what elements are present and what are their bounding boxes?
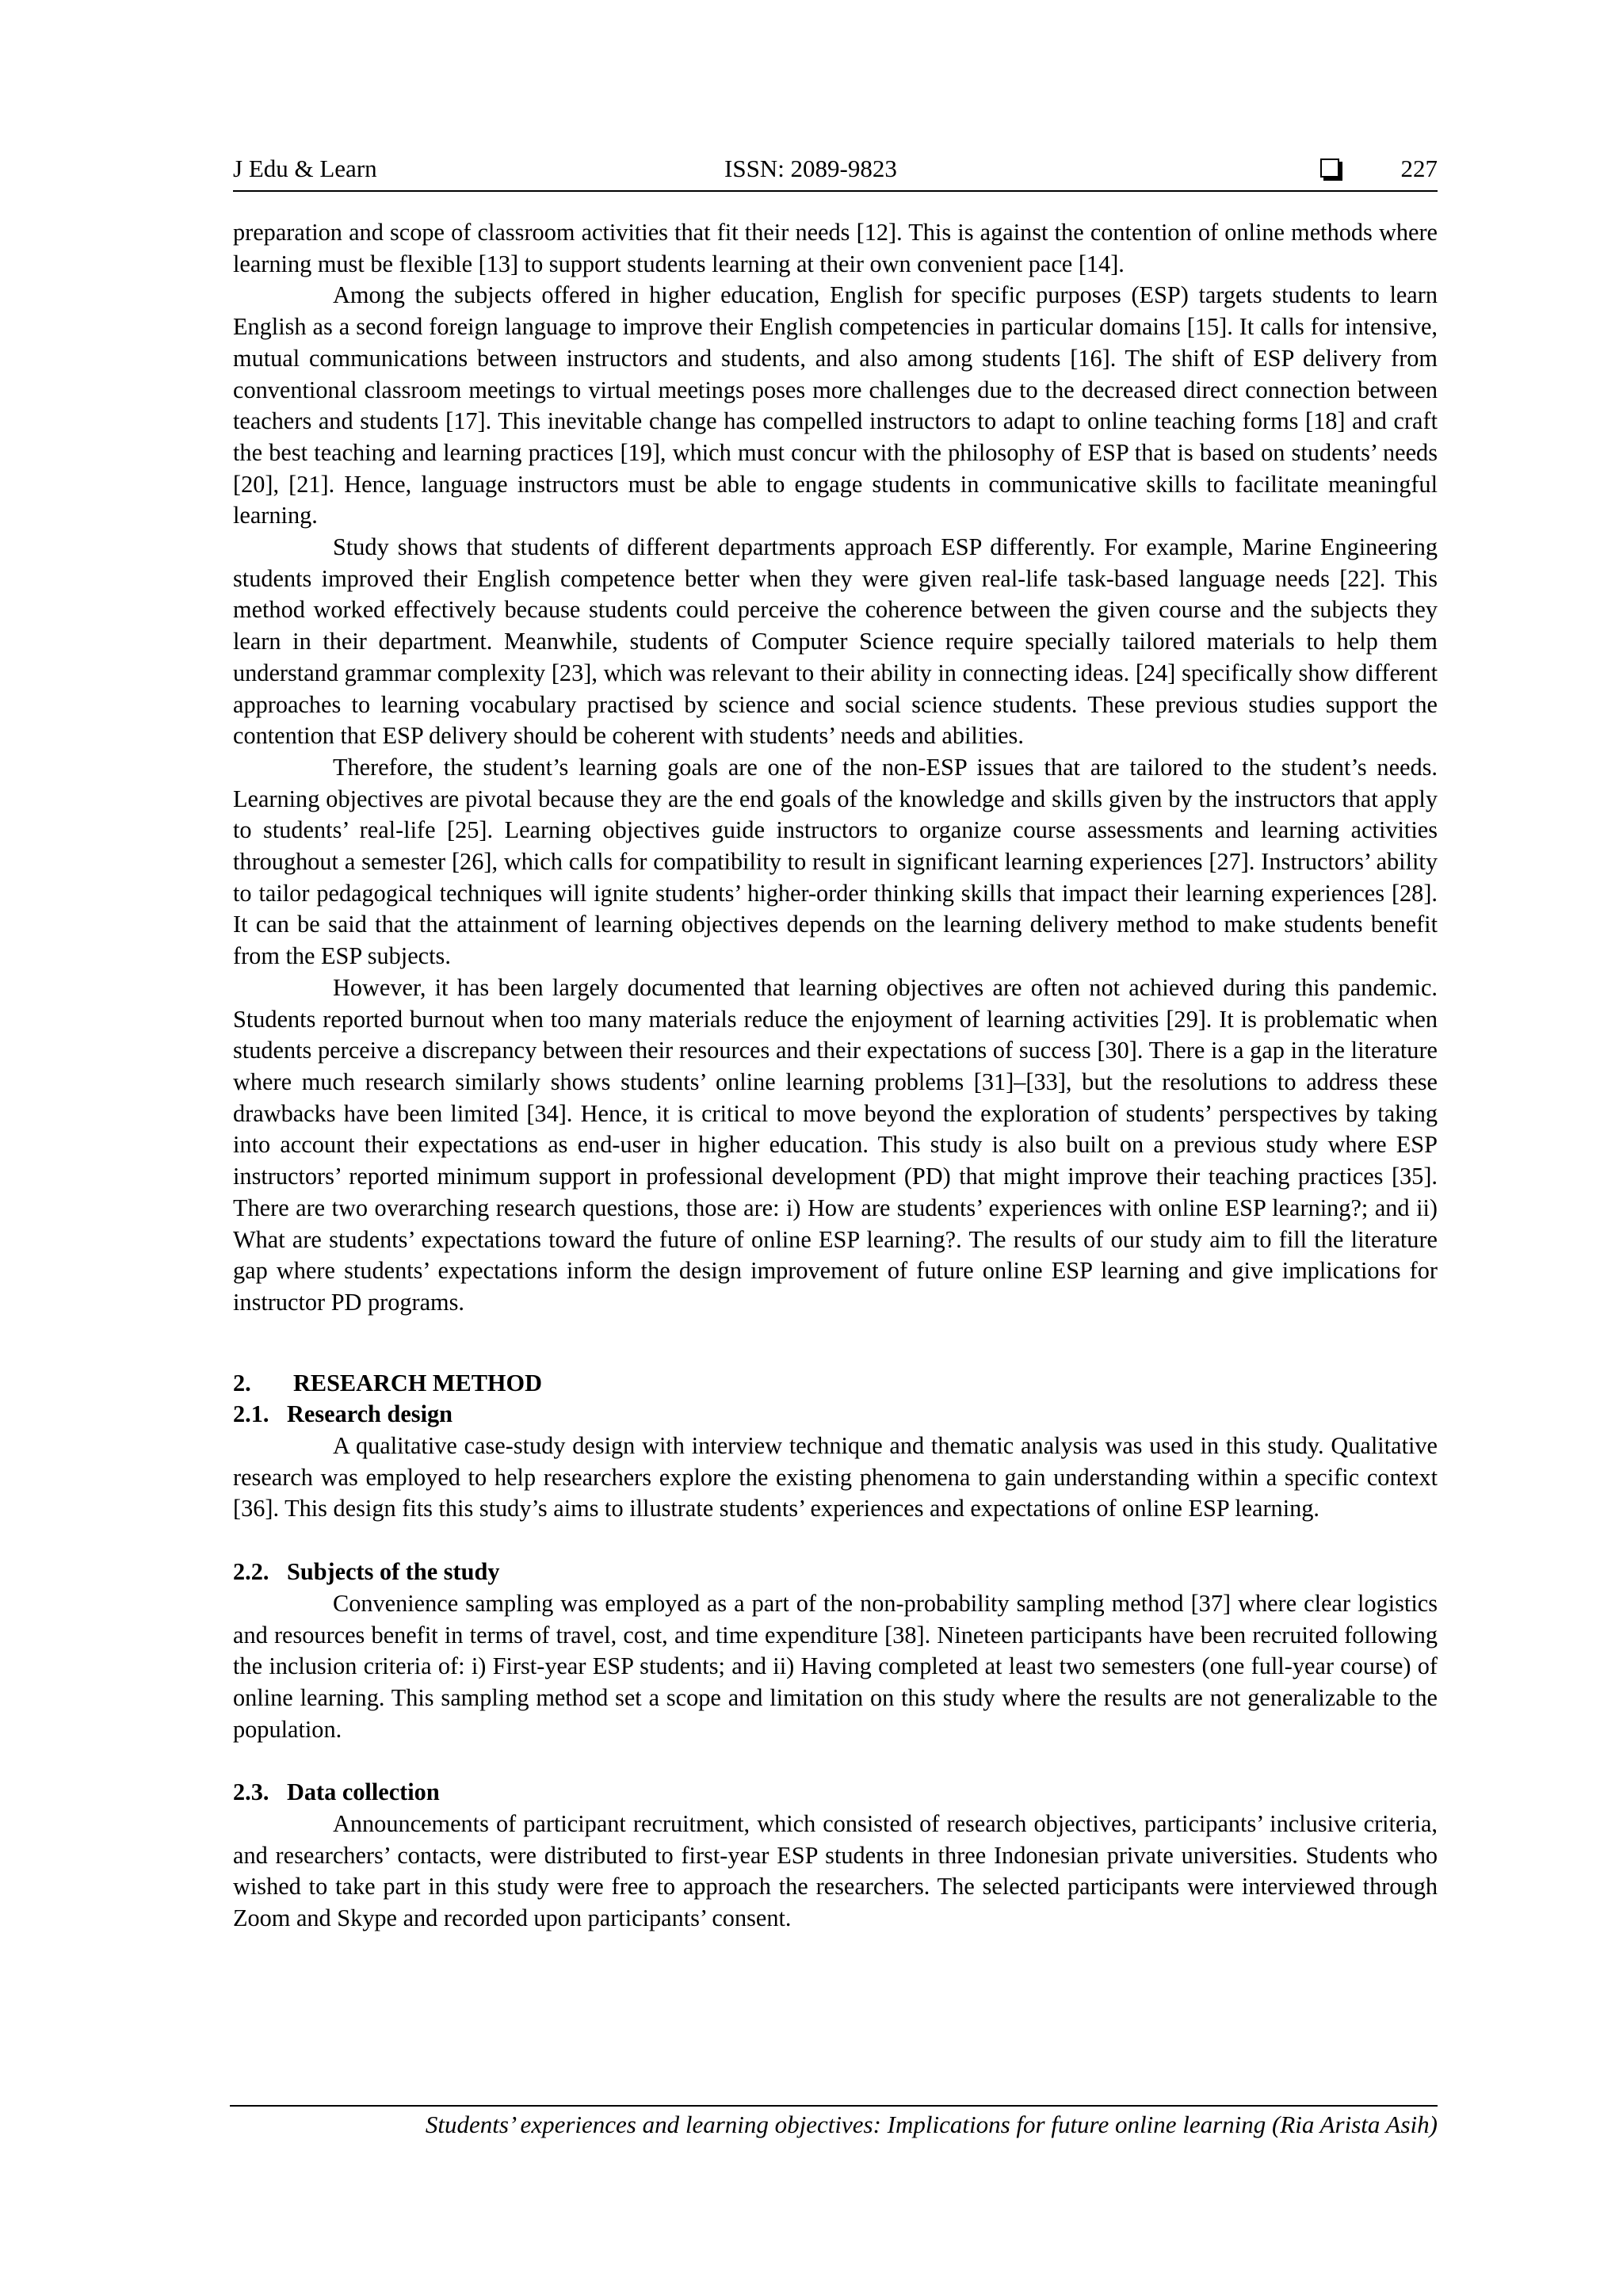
body-paragraph: Convenience sampling was employed as a part of the non-probability sampling method [37] where clear logistics and resources benefit in terms of travel, cost, and time expenditure [38]. Nineteen participants have been recruited following the inclusion criteria of: i) First-year ESP students; and ii) Having completed at least two semesters (one full-year course) of online learning. This sampling method set a scope and limitation on this study where the results are not generalizable to the population.: [233, 1589, 1438, 1743]
subsection-title: Research design: [287, 1400, 453, 1428]
issn-number: ISSN: 2089-9823: [724, 155, 897, 182]
subsection-heading: [233, 1399, 1438, 1431]
running-header: [233, 154, 1438, 192]
subsection-title: Subjects of the study: [287, 1558, 500, 1586]
section-title: RESEARCH METHOD: [293, 1369, 542, 1396]
journal-page: [233, 0, 1438, 2296]
running-footer: [230, 2105, 1438, 2140]
subsection-number: 2.3.: [233, 1778, 269, 1806]
body-paragraph: preparation and scope of classroom activities that fit their needs [12]. This is against the contention of online methods where learning must be flexible [13] to support students learning at their own convenient pace [14].: [233, 219, 1438, 277]
body-paragraph: Therefore, the student’s learning goals are one of the non-ESP issues that are tailored to the student’s needs. Learning objectives are pivotal because they are the end goals of the knowledge and skills given by the instructors that apply to students’ real-life [25]. Learning objectives guide instructors to organize course assessments and learning activities throughout a semester [26], which calls for compatibility to result in significant learning experiences [27]. Instructors’ ability to tailor pedagogical techniques will ignite students’ higher-order thinking skills that impact their learning experiences [28]. It can be said that the attainment of learning objectives depends on the learning delivery method to make students benefit from the ESP subjects.: [233, 753, 1438, 970]
body-paragraph: Study shows that students of different departments approach ESP differently. For example, Marine Engineering students improved their English competence better when they were given real-life task-based language needs [22]. This method worked effectively because students could perceive the coherence between the given course and the subjects they learn in their department. Meanwhile, students of Computer Science require specially tailored materials to help them understand grammar complexity [23], which was relevant to their ability in connecting ideas. [24] specifically show different approaches to learning vocabulary practised by science and social science students. These previous studies support the contention that ESP delivery should be coherent with students’ needs and abilities.: [233, 533, 1438, 750]
subsection-title: Data collection: [287, 1778, 440, 1806]
section-heading: [233, 1368, 1438, 1400]
body-paragraph: Announcements of participant recruitment, which consisted of research objectives, participants’ inclusive criteria, and researchers’ contacts, were distributed to first-year ESP students in three Indonesian private universities. Students who wished to take part in this study were free to approach the researchers. The selected participants were interviewed through Zoom and Skype and recorded upon participants’ consent.: [233, 1810, 1438, 1932]
subsection-heading: [233, 1557, 1438, 1588]
page-number: 227: [1400, 155, 1438, 182]
footer-citation: Students’ experiences and learning objectives: Implications for future online learning (Ria Arista Asih): [425, 2111, 1438, 2138]
subsection-number: 2.2.: [233, 1558, 269, 1586]
checkbox-square-icon: [1320, 159, 1339, 178]
body-paragraph: However, it has been largely documented that learning objectives are often not achieved during this pandemic. Students reported burnout when too many materials reduce the enjoyment of learning activities [29]. It is problematic when students perceive a discrepancy between their resources and their expectations of success [30]. There is a gap in the literature where much research similarly shows students’ online learning problems [31]–[33], but the resolutions to address these drawbacks have been limited [34]. Hence, it is critical to move beyond the exploration of students’ perspectives by taking into account their expectations as end-user in higher education. This study is also built on a previous study where ESP instructors’ reported minimum support in professional development (PD) that might improve their teaching practices [35]. There are two overarching research questions, those are: i) How are students’ experiences with online ESP learning?; and ii) What are students’ expectations toward the future of online ESP learning?. The results of our study aim to fill the literature gap where students’ expectations inform the design improvement of future online ESP learning and give implications for instructor PD programs.: [233, 973, 1438, 1316]
journal-name: J Edu & Learn: [233, 155, 377, 182]
subsection-heading: [233, 1777, 1438, 1809]
article-body: [233, 217, 1438, 1935]
body-paragraph: Among the subjects offered in higher education, English for specific purposes (ESP) targets students to learn English as a second foreign language to improve their English competencies in particular domains [15]. It calls for intensive, mutual communications between instructors and students, and also among students [16]. The shift of ESP delivery from conventional classroom meetings to virtual meetings poses more challenges due to the decreased direct connection between teachers and students [17]. This inevitable change has compelled instructors to adapt to online teaching forms [18] and craft the best teaching and learning practices [19], which must concur with the philosophy of ESP that is based on students’ needs [20], [21]. Hence, language instructors must be able to engage students in communicative skills to facilitate meaningful learning.: [233, 281, 1438, 529]
subsection-number: 2.1.: [233, 1400, 269, 1428]
body-paragraph: A qualitative case-study design with interview technique and thematic analysis was used in this study. Qualitative research was employed to help researchers explore the existing phenomena to gain understanding within a specific context [36]. This design fits this study’s aims to illustrate students’ experiences and expectations of online ESP learning.: [233, 1432, 1438, 1522]
section-number: 2.: [233, 1369, 251, 1396]
